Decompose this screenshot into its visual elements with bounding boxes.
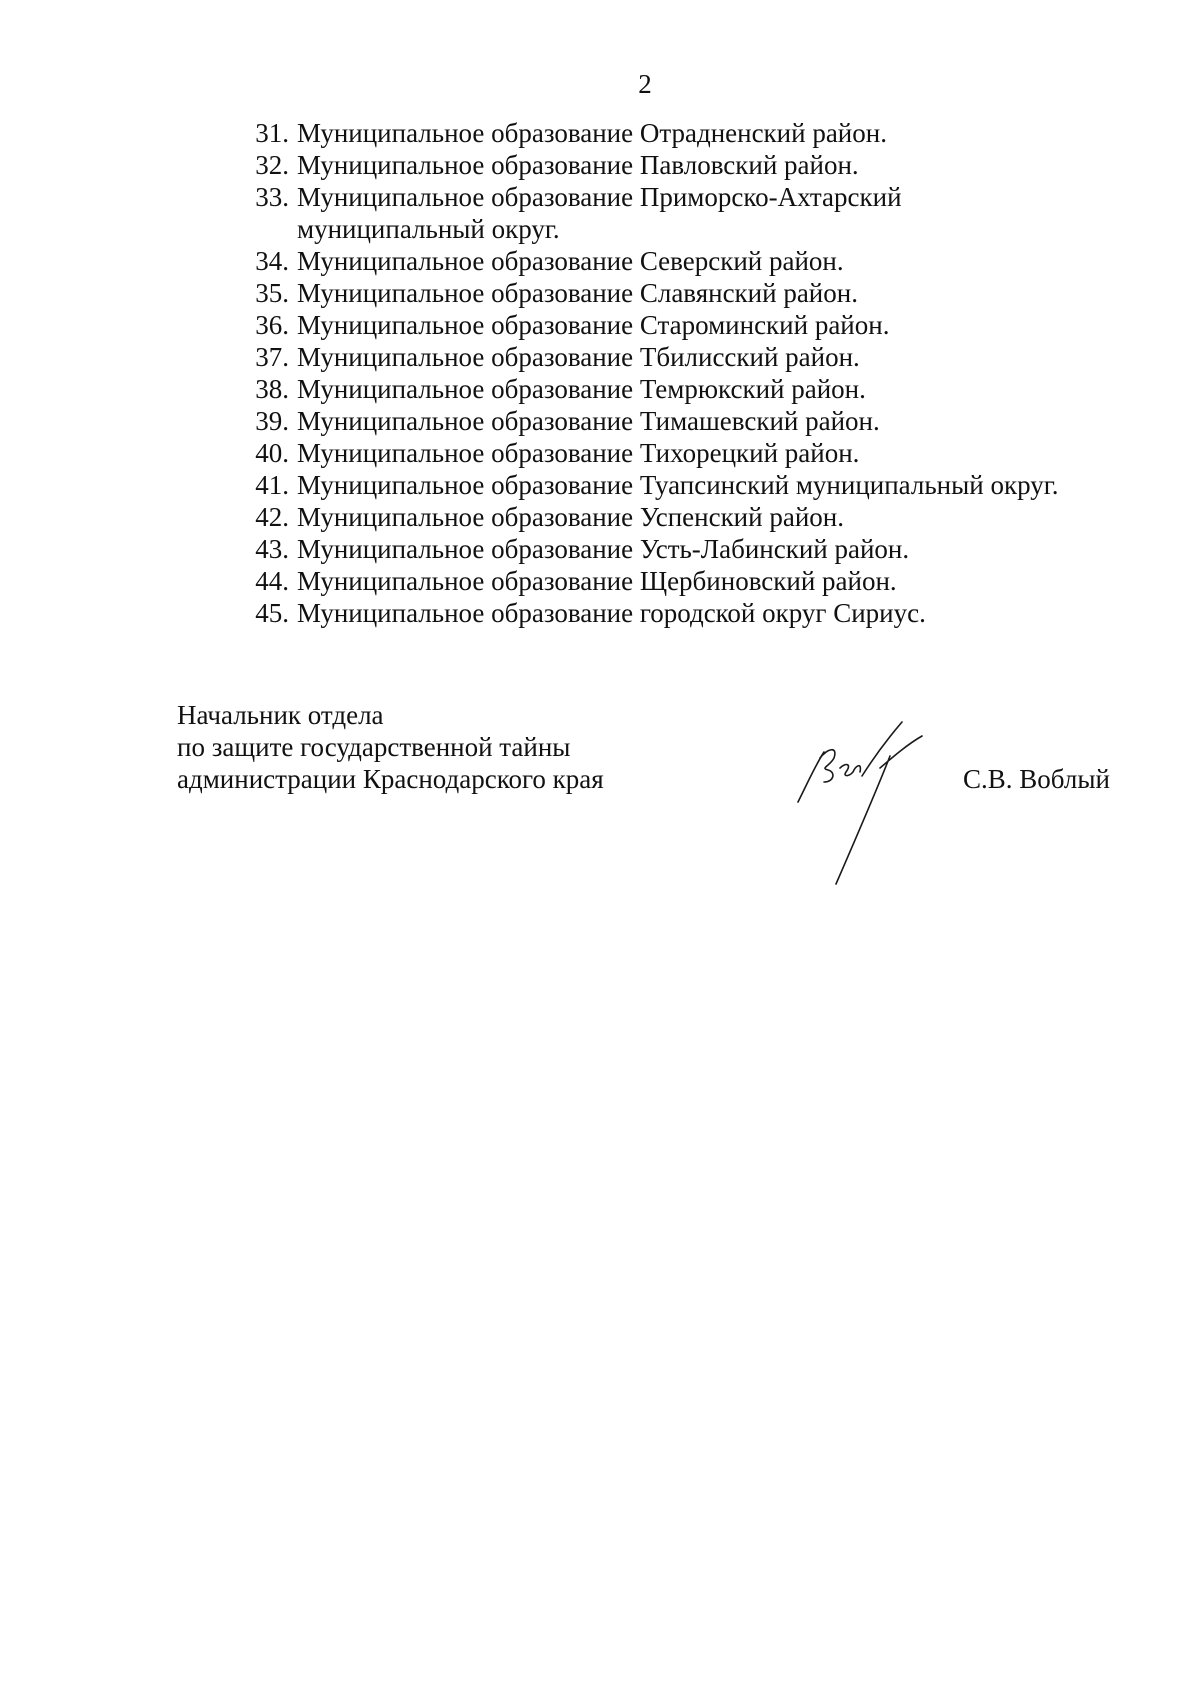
handwritten-signature	[790, 716, 970, 886]
item-number: 37.	[255, 342, 289, 372]
item-number: 40.	[255, 438, 289, 468]
list-item	[245, 117, 1059, 149]
list-item	[245, 309, 1059, 341]
list-item	[245, 245, 1059, 277]
item-number: 35.	[255, 278, 289, 308]
item-text: Муниципальное образование Славянский район.	[297, 278, 858, 308]
list-item	[245, 405, 1059, 437]
item-number: 43.	[255, 534, 289, 564]
item-text: Муниципальное образование Темрюкский район.	[297, 374, 866, 404]
item-number: 34.	[255, 246, 289, 276]
item-number: 38.	[255, 374, 289, 404]
signatory-title-line: по защите государственной тайны	[177, 732, 571, 762]
item-number: 44.	[255, 566, 289, 596]
list-item	[245, 533, 1059, 565]
item-text: Муниципальное образование Успенский район.	[297, 502, 844, 532]
item-text: Муниципальное образование Отрадненский район.	[297, 118, 887, 148]
item-number: 33.	[255, 182, 289, 212]
list-item	[245, 181, 1059, 245]
signatory-title-line: Начальник отдела	[177, 700, 384, 730]
municipality-list	[245, 117, 1059, 629]
list-item	[245, 565, 1059, 597]
item-text: Муниципальное образование Тимашевский район.	[297, 406, 880, 436]
list-item	[245, 373, 1059, 405]
item-text: Муниципальное образование Староминский район.	[297, 310, 890, 340]
item-text: Муниципальное образование Туапсинский муниципальный округ.	[297, 470, 1059, 500]
list-item	[245, 277, 1059, 309]
item-number: 42.	[255, 502, 289, 532]
item-text: Муниципальное образование Щербиновский район.	[297, 566, 897, 596]
item-number: 36.	[255, 310, 289, 340]
item-text: Муниципальное образование Павловский район.	[297, 150, 859, 180]
item-number: 39.	[255, 406, 289, 436]
list-item	[245, 501, 1059, 533]
item-text: Муниципальное образование городской округ Сириус.	[297, 598, 926, 628]
signer-name: С.В. Воблый	[963, 764, 1110, 794]
list-item	[245, 597, 1059, 629]
list-item	[245, 469, 1059, 501]
item-number: 32.	[255, 150, 289, 180]
item-text: Муниципальное образование Тбилисский район.	[297, 342, 860, 372]
item-text: Муниципальное образование Северский район.	[297, 246, 844, 276]
signatory-title-line: администрации Краснодарского края	[177, 764, 604, 794]
item-number: 45.	[255, 598, 289, 628]
item-number: 31.	[255, 118, 289, 148]
signatory-title	[177, 699, 604, 795]
item-text: Муниципальное образование Усть-Лабинский район.	[297, 534, 910, 564]
item-text: Муниципальное образование Тихорецкий район.	[297, 438, 860, 468]
page-number: 2	[638, 69, 652, 99]
list-item	[245, 437, 1059, 469]
list-item	[245, 341, 1059, 373]
item-text: Муниципальное образование Приморско-Ахтарский муниципальный округ.	[297, 182, 902, 244]
list-item	[245, 149, 1059, 181]
item-number: 41.	[255, 470, 289, 500]
